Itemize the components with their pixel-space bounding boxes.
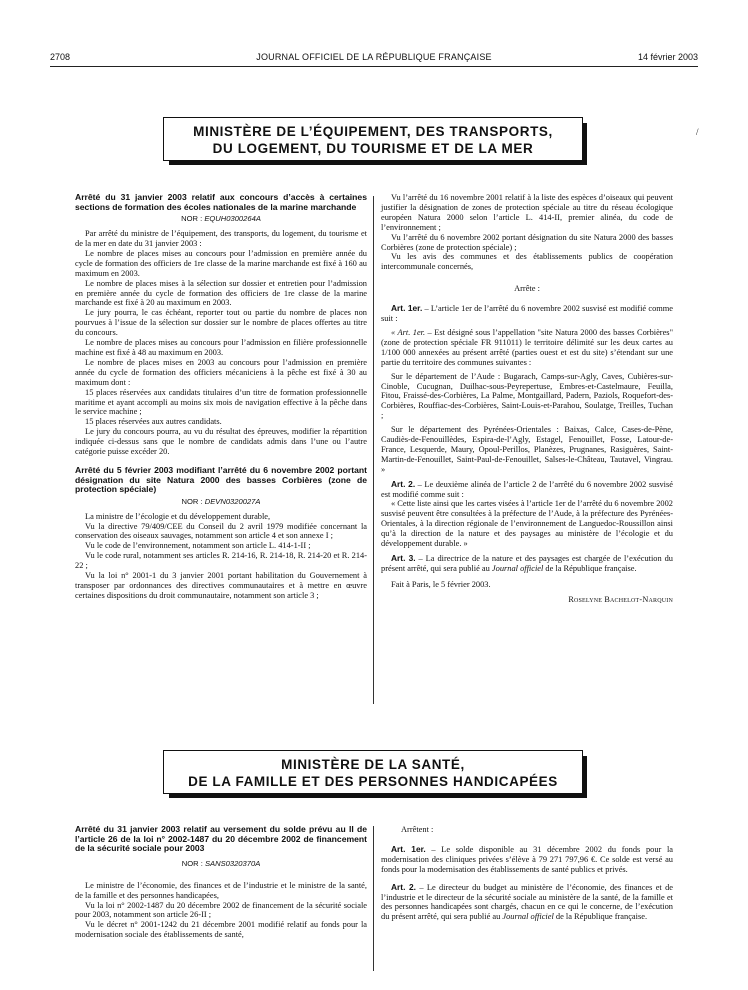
paragraph: Le ministre de l’économie, des finances et de l’industrie et le ministre de la santé, de la famille et des personnes handicapées, bbox=[75, 880, 367, 900]
paragraph: Vu l’arrêté du 6 novembre 2002 portant désignation du site Natura 2000 des basses Corbières (zone de protection spéciale) ; bbox=[381, 232, 673, 252]
paragraph: Le jury pourra, le cas échéant, reporter tout ou partie du nombre de places non pourvues à l’issue de la sélection sur dossier sur le nombre de places offertes au titre du concours. bbox=[75, 308, 367, 338]
column-divider bbox=[373, 826, 374, 971]
article-text-end: de la République française. bbox=[543, 563, 637, 573]
paragraph: Le nombre de places mises au concours pour l’admission en filière professionnelle machine est fixé à 48 au maximum en 2003. bbox=[75, 338, 367, 357]
article-1-quote bbox=[381, 328, 673, 368]
nor-line bbox=[75, 859, 367, 869]
ministry-heading-line2: DU LOGEMENT, DU TOURISME ET DE LA MER bbox=[212, 141, 534, 156]
article-label: Art. 1er. bbox=[391, 303, 423, 314]
nor-line bbox=[75, 497, 367, 507]
paragraph: Le nombre de places mises au concours pour l’admission en première année du cycle de formation des officiers de 1re classe de la marine marchande est fixé à 160 au maximum en 2003. bbox=[75, 248, 367, 278]
issue-date: 14 février 2003 bbox=[637, 52, 698, 62]
ministry-heading-equipement bbox=[163, 117, 583, 161]
article-text: – L’article 1er de l’arrêté du 6 novembre 2002 susvisé est modifié comme suit : bbox=[381, 304, 673, 324]
quote-text: – Est désigné sous l’appellation "site Natura 2000 des basses Corbières" (zone de protection spéciale FR 911011) le territoire délimité sur les deux cartes au 1/100 000 annexées au présent arrêté (parties ouest et est du site) s’étendant sur une partie du territoire des communes suivantes : bbox=[381, 327, 673, 367]
journal-reference: Journal officiel bbox=[491, 563, 544, 573]
article-text: – Le solde disponible au 31 décembre 2002 du fonds pour la modernisation des cliniques privées s’élève à 79 271 797,96 €. Ce solde est versé au fonds pour la modernisation des établissements de santé publics et privés. bbox=[381, 844, 673, 874]
column-right-top bbox=[381, 193, 673, 605]
column-right-bottom bbox=[381, 825, 673, 922]
communes-aude: Sur le département de l’Aude : Bugarach, Camps-sur-Agly, Caves, Cubières-sur-Cinoble, Cucugnan, Duilhac-sous-Peyrepertuse, Embres-et-Castelmaure, Feuilla, Fitou, Fraissé-des-Corbières, La Palme, Montgaillard, Padern, Paziols, Roquefort-des-Corbières, Rouffiac-des-Corbières, Saint-Louis-et-Parahou, Soulatge, Treilles, Tuchan ; bbox=[381, 371, 673, 421]
paragraph: 15 places réservées aux candidats titulaires d’un titre de formation professionnelle maritime et ayant accompli au moins six mois de navigation effective à la pêche dans le service machine ; bbox=[75, 387, 367, 417]
nor-line bbox=[75, 214, 367, 224]
page-number: 2708 bbox=[50, 52, 71, 62]
article-1 bbox=[381, 304, 673, 324]
ministry-heading-sante bbox=[163, 750, 583, 794]
paragraph: Vu les avis des communes et des établissements publics de coopération intercommunale concernés, bbox=[381, 252, 673, 272]
article-text: – Le deuxième alinéa de l’article 2 de l’arrêté du 6 novembre 2002 susvisé est modifié comme suit : bbox=[381, 479, 673, 499]
article-label: Art. 3. bbox=[391, 553, 416, 563]
ministry-heading-line1: MINISTÈRE DE L’ÉQUIPEMENT, DES TRANSPORTS, bbox=[193, 124, 553, 139]
article-text-end: de la République française. bbox=[553, 912, 648, 922]
paragraph: 15 places réservées aux autres candidats. bbox=[85, 417, 222, 427]
article-2 bbox=[381, 883, 673, 923]
article-2-quote: « Cette liste ainsi que les cartes visées à l’article 1er de l’arrêté du 6 novembre 2002 susvisé peuvent être consultées à la préfecture de l’Aude, à la préfecture des Pyrénées-Orientales, à la direction régionale de l’environnement de Languedoc-Roussillon ainsi qu’à la direction de la nature et des paysages au ministère de l’écologie et du développement durable. » bbox=[381, 499, 673, 549]
article-text: – Le directeur du budget au ministère de l’économie, des finances et de l’industrie et le directeur de la sécurité sociale au ministère de la santé, de la famille et des personnes handicapées sont chargés, chacun en ce qui le concerne, de l’exécution du présent arrêté, qui sera publié au bbox=[381, 882, 673, 922]
margin-mark: / bbox=[696, 127, 699, 137]
article-2 bbox=[381, 480, 673, 500]
header-rule bbox=[50, 66, 698, 67]
paragraph: Vu le décret n° 2001-1242 du 21 décembre 2001 modifié relatif au fonds pour la modernisation sociale des établissements de santé, bbox=[75, 920, 367, 940]
nor-code: SANS0320370A bbox=[204, 858, 261, 868]
decree-title-natura: Arrêté du 5 février 2003 modifiant l’arrêté du 6 novembre 2002 portant désignation du site Natura 2000 des basses Corbières (zone de protection spéciale) bbox=[75, 464, 367, 495]
paragraph: Le nombre de places mises à la sélection sur dossier et entretien pour l’admission en première année du cycle de formation des officiers de 1re classe de la marine marchande est fixé à 20 au maximum en 2003. bbox=[75, 278, 367, 308]
article-label: Art. 1er. bbox=[391, 843, 426, 854]
communes-pyrenees: Sur le département des Pyrénées-Orientales : Baixas, Calce, Cases-de-Pène, Caudiès-de-Fenouillèdes, Espira-de-l’Agly, Estagel, Fenouillet, Fosse, Latour-de-France, Lesquerde, Maury, Opoul-Perillos, Planèzes, Prugnanes, Rasiguères, Saint-Martin-de-Fenouillet, Saint-Paul-de-Fenouillet, Salses-le-Château, Tautavel, Vingrau. » bbox=[381, 425, 673, 474]
nor-label: NOR : bbox=[181, 858, 205, 868]
paragraph: Vu la directive 79/409/CEE du Conseil du 2 avril 1979 modifiée concernant la conservation des oiseaux sauvages, notamment son article 4 et son annexe I ; bbox=[75, 521, 367, 541]
nor-label: NOR : bbox=[181, 496, 205, 506]
signature: Roselyne Bachelot-Narquin bbox=[568, 594, 673, 604]
nor-label: NOR : bbox=[181, 214, 205, 224]
article-1 bbox=[381, 845, 673, 875]
paragraph: Vu l’arrêté du 16 novembre 2001 relatif à la liste des espèces d’oiseaux qui peuvent justifier la désignation de zones de protection spéciale au titre du réseau écologique européen Natura 2000 selon l’article L. 414-II, premier alinéa, du code de l’environnement ; bbox=[381, 193, 673, 232]
nor-code: DEVN0320027A bbox=[204, 496, 261, 506]
paragraph: La ministre de l’écologie et du développement durable, bbox=[85, 511, 271, 521]
quote-label: « Art. 1er. bbox=[391, 327, 426, 337]
arretent-heading: Arrêtent : bbox=[401, 825, 434, 834]
paragraph: Le jury du concours pourra, au vu du résultat des épreuves, modifier la répartition indiquée ci-dessus sans que le nombre de candidats admis dans l’une ou l’autre catégorie puisse excéder 20. bbox=[75, 427, 367, 457]
journal-reference: Journal officiel bbox=[502, 912, 554, 922]
article-3 bbox=[381, 554, 673, 574]
column-left-bottom bbox=[75, 825, 367, 940]
ministry-heading-line1: MINISTÈRE DE LA SANTÉ, bbox=[281, 757, 465, 772]
decree-title-securite-sociale: Arrêté du 31 janvier 2003 relatif au versement du solde prévu au II de l’article 26 de la loi n° 2002-1487 du 20 décembre 2002 de financement de la sécurité sociale pour 2003 bbox=[75, 824, 367, 854]
paragraph: Vu le code de l’environnement, notamment son article L. 414-1-II ; bbox=[85, 541, 311, 551]
article-text: – La directrice de la nature et des paysages est chargée de l’exécution du présent arrêté, qui sera publié au bbox=[381, 554, 673, 573]
nor-code: EQUH0300264A bbox=[204, 214, 261, 224]
paragraph: Vu le code rural, notamment ses articles R. 214-16, R. 214-18, R. 214-20 et R. 214-22 ; bbox=[75, 551, 367, 571]
column-left-top bbox=[75, 193, 367, 601]
column-divider bbox=[373, 196, 374, 704]
decree-title-marine: Arrêté du 31 janvier 2003 relatif aux concours d’accès à certaines sections de formation des écoles nationales de la marine marchande bbox=[75, 192, 367, 212]
arrete-heading: Arrête : bbox=[514, 284, 540, 294]
fait-a-paris: Fait à Paris, le 5 février 2003. bbox=[391, 579, 491, 589]
journal-title: JOURNAL OFFICIEL DE LA RÉPUBLIQUE FRANÇAISE bbox=[256, 52, 492, 62]
ministry-heading-line2: DE LA FAMILLE ET DES PERSONNES HANDICAPÉES bbox=[188, 774, 558, 789]
paragraph: Par arrêté du ministre de l’équipement, des transports, du logement, du tourisme et de la mer en date du 31 janvier 2003 : bbox=[75, 229, 367, 248]
paragraph: Le nombre de places mises en 2003 au concours pour l’admission en première année du cycle de formation des officiers mécaniciens à la pêche est fixé à 30 au maximum dont : bbox=[75, 357, 367, 387]
article-label: Art. 2. bbox=[391, 478, 416, 489]
paragraph: Vu la loi n° 2001-1 du 3 janvier 2001 portant habilitation du Gouvernement à transposer par ordonnances des directives communautaires et à mettre en œuvre certaines dispositions du droit communautaire, notamment son article 3 ; bbox=[75, 571, 367, 600]
article-label: Art. 2. bbox=[391, 881, 416, 892]
paragraph: Vu la loi n° 2002-1487 du 20 décembre 2002 de financement de la sécurité sociale pour 2003, notamment son article 26-II ; bbox=[75, 900, 367, 920]
page-header bbox=[50, 52, 698, 66]
